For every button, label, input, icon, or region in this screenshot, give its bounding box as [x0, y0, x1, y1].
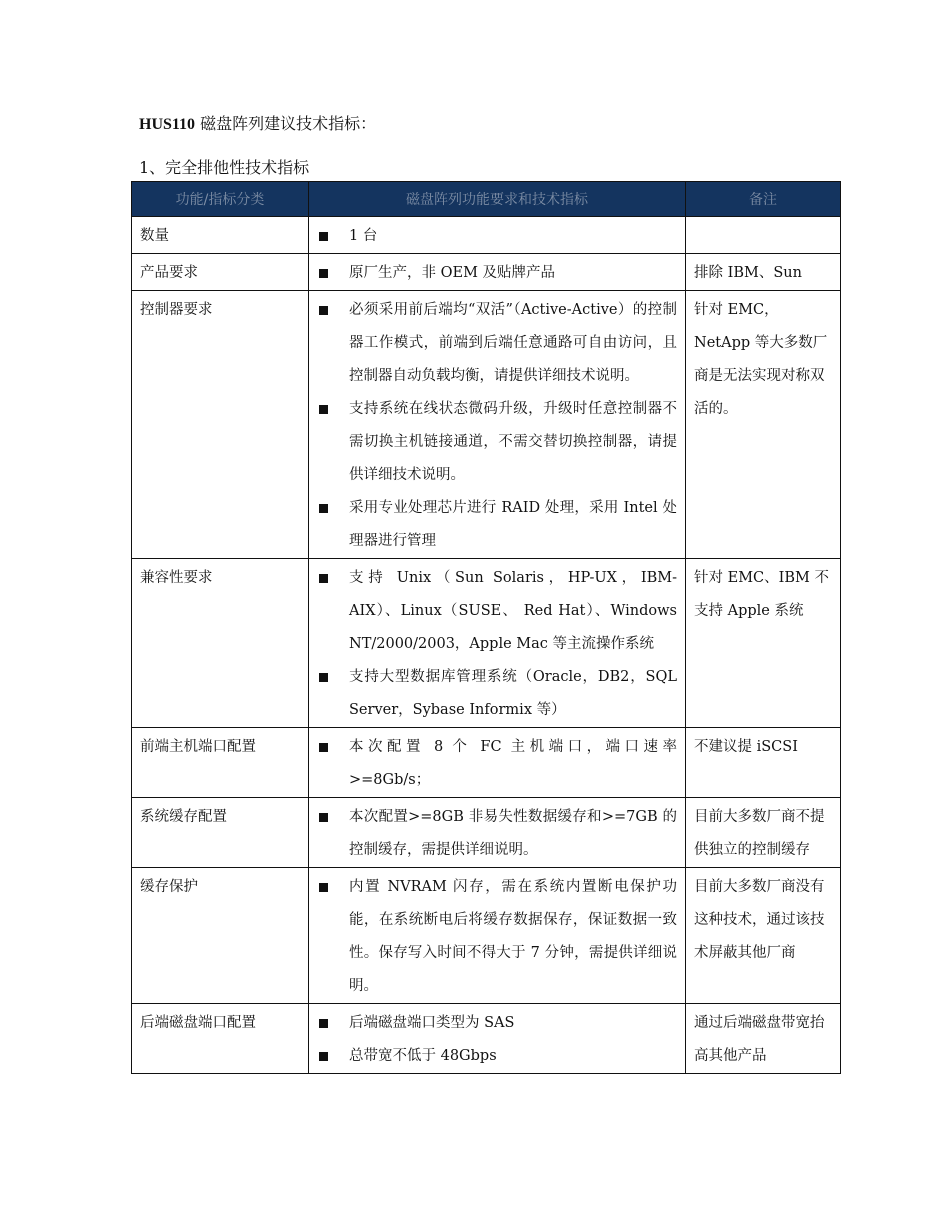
requirement-text: 总带宽不低于 48Gbps: [349, 1048, 497, 1064]
requirement-text: 必须采用前后端均“双活”（Active-Active）的控制器工作模式，前端到后端任意通路可自由访问，且控制器自动负载均衡，请提供详细技术说明。: [349, 302, 677, 384]
requirement-text: 原厂生产，非 OEM 及贴牌产品: [349, 265, 556, 281]
requirement-item: [317, 731, 677, 797]
row-requirements: [309, 291, 686, 559]
row-category: 前端主机端口配置: [132, 728, 309, 798]
requirement-item: [317, 257, 677, 290]
bullet-square-icon: [319, 673, 328, 682]
row-note: 针对 EMC，NetApp 等大多数厂商是无法实现对称双活的。: [686, 291, 841, 559]
spec-table: [131, 181, 841, 1074]
row-category: 兼容性要求: [132, 559, 309, 728]
row-note: 通过后端磁盘带宽抬高其他产品: [686, 1004, 841, 1074]
table-header-row: [132, 182, 841, 217]
table-row: [132, 254, 841, 291]
requirement-text: 支持大型数据库管理系统（Oracle，DB2，SQL Server，Sybase Informix 等）: [349, 669, 677, 718]
row-requirements: [309, 254, 686, 291]
table-row: [132, 798, 841, 868]
requirement-item: [317, 220, 677, 253]
row-requirements: [309, 728, 686, 798]
row-category: 系统缓存配置: [132, 798, 309, 868]
bullet-square-icon: [319, 743, 328, 752]
bullet-square-icon: [319, 405, 328, 414]
requirement-text: 采用专业处理芯片进行 RAID 处理，采用 Intel 处理器进行管理: [349, 500, 677, 549]
requirement-text: 本次配置 8 个 FC 主机端口，端口速率>=8Gb/s；: [349, 739, 677, 788]
row-requirements: [309, 217, 686, 254]
requirement-text: 支持 Unix（Sun Solaris，HP-UX，IBM-AIX）、Linux（SUSE、 Red Hat）、Windows NT/2000/2003，Apple Mac 等主流操作系统: [349, 570, 677, 652]
requirement-item: [317, 393, 677, 492]
header-category: 功能/指标分类: [132, 182, 309, 217]
requirement-item: [317, 492, 677, 558]
section-heading: 1、完全排他性技术指标: [139, 158, 310, 177]
bullet-square-icon: [319, 813, 328, 822]
row-requirements: [309, 1004, 686, 1074]
row-requirements: [309, 559, 686, 728]
requirement-item: [317, 801, 677, 867]
requirement-item: [317, 1007, 677, 1040]
header-requirements: 磁盘阵列功能要求和技术指标: [309, 182, 686, 217]
bullet-square-icon: [319, 574, 328, 583]
table-row: [132, 217, 841, 254]
bullet-square-icon: [319, 232, 328, 241]
requirement-text: 本次配置>=8GB 非易失性数据缓存和>=7GB 的控制缓存，需提供详细说明。: [349, 809, 677, 858]
requirement-text: 内置 NVRAM 闪存，需在系统内置断电保护功能，在系统断电后将缓存数据保存，保证数据一致性。保存写入时间不得大于 7 分钟，需提供详细说明。: [349, 879, 677, 994]
requirement-item: [317, 562, 677, 661]
row-note: 不建议提 iSCSI: [686, 728, 841, 798]
table-row: [132, 291, 841, 559]
row-category: 控制器要求: [132, 291, 309, 559]
requirement-text: 后端磁盘端口类型为 SAS: [349, 1015, 515, 1031]
row-note: 排除 IBM、Sun: [686, 254, 841, 291]
bullet-square-icon: [319, 269, 328, 278]
table-row: [132, 1004, 841, 1074]
row-note: 针对 EMC、IBM 不支持 Apple 系统: [686, 559, 841, 728]
row-note: 目前大多数厂商不提供独立的控制缓存: [686, 798, 841, 868]
row-requirements: [309, 868, 686, 1004]
requirement-item: [317, 661, 677, 727]
document-title: [139, 114, 376, 135]
row-category: 后端磁盘端口配置: [132, 1004, 309, 1074]
bullet-square-icon: [319, 1019, 328, 1028]
table-row: [132, 868, 841, 1004]
bullet-square-icon: [319, 883, 328, 892]
row-category: 数量: [132, 217, 309, 254]
requirement-item: [317, 871, 677, 1003]
table-row: [132, 559, 841, 728]
table-row: [132, 728, 841, 798]
bullet-square-icon: [319, 504, 328, 513]
requirement-text: 支持系统在线状态微码升级，升级时任意控制器不需切换主机链接通道，不需交替切换控制器，请提供详细技术说明。: [349, 401, 677, 483]
requirement-item: [317, 1040, 677, 1073]
row-note: [686, 217, 841, 254]
header-notes: 备注: [686, 182, 841, 217]
bullet-square-icon: [319, 1052, 328, 1061]
row-note: 目前大多数厂商没有这种技术，通过该技术屏蔽其他厂商: [686, 868, 841, 1004]
row-category: 产品要求: [132, 254, 309, 291]
row-category: 缓存保护: [132, 868, 309, 1004]
requirement-text: 1 台: [349, 228, 378, 244]
requirement-item: [317, 294, 677, 393]
bullet-square-icon: [319, 306, 328, 315]
row-requirements: [309, 798, 686, 868]
document-title-model: HUS110: [139, 116, 196, 133]
document-title-text: 磁盘阵列建议技术指标：: [195, 114, 377, 133]
